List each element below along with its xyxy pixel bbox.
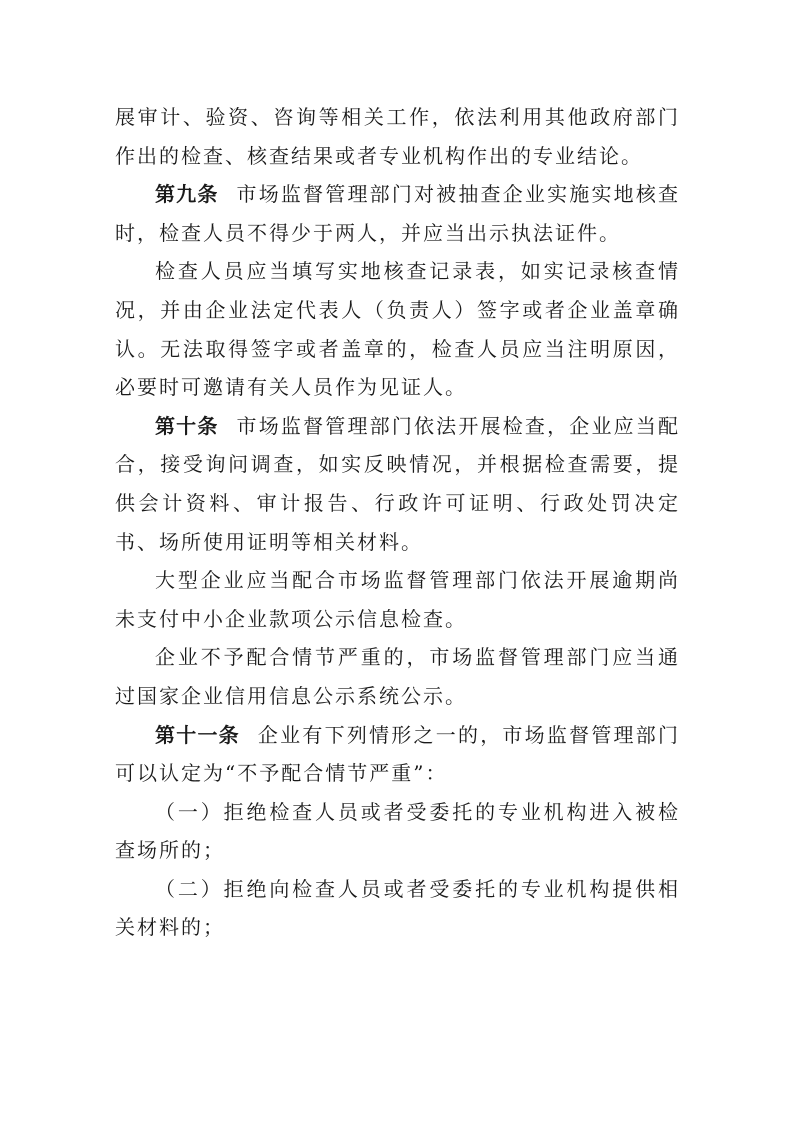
paragraph-article-11 (115, 716, 680, 793)
article-heading: 第十一条 (155, 722, 240, 747)
list-item-1 (115, 793, 680, 870)
paragraph-text: 企业有下列情形之一的，市场监督管理部门可以认定为“不予配合情节严重”： (115, 722, 681, 786)
paragraph-3 (115, 252, 680, 406)
paragraph-article-10 (115, 407, 680, 561)
paragraph-text: 市场监督管理部门对被抽查企业实施实地核查时，检查人员不得少于两人，并应当出示执法证件。 (115, 182, 681, 245)
article-heading: 第十条 (155, 413, 219, 438)
article-heading: 第九条 (155, 182, 219, 207)
paragraph-text: 市场监督管理部门依法开展检查，企业应当配合，接受询问调查，如实反映情况，并根据检查需要，提供会计资料、审计报告、行政许可证明、行政处罚决定书、场所使用证明等相关材料。 (115, 413, 681, 554)
paragraph-text: 大型企业应当配合市场监督管理部门依法开展逾期尚未支付中小企业款项公示信息检查。 (115, 568, 680, 631)
list-item-2 (115, 870, 680, 947)
paragraph-1 (115, 98, 680, 175)
paragraph-text: 展审计、验资、咨询等相关工作，依法利用其他政府部门作出的检查、核查结果或者专业机构作出的专业结论。 (115, 105, 680, 168)
paragraph-article-9 (115, 175, 680, 252)
paragraph-6 (115, 638, 680, 715)
paragraph-text: （二）拒绝向检查人员或者受委托的专业机构提供相关材料的； (115, 876, 680, 940)
paragraph-text: 企业不予配合情节严重的，市场监督管理部门应当通过国家企业信用信息公示系统公示。 (115, 645, 680, 708)
document-body (115, 98, 680, 947)
paragraph-text: 检查人员应当填写实地核查记录表，如实记录核查情况，并由企业法定代表人（负责人）签字或者企业盖章确认。无法取得签字或者盖章的，检查人员应当注明原因，必要时可邀请有关人员作为见证人。 (115, 259, 680, 400)
paragraph-text: （一）拒绝检查人员或者受委托的专业机构进入被检查场所的； (115, 799, 680, 863)
paragraph-5 (115, 561, 680, 638)
